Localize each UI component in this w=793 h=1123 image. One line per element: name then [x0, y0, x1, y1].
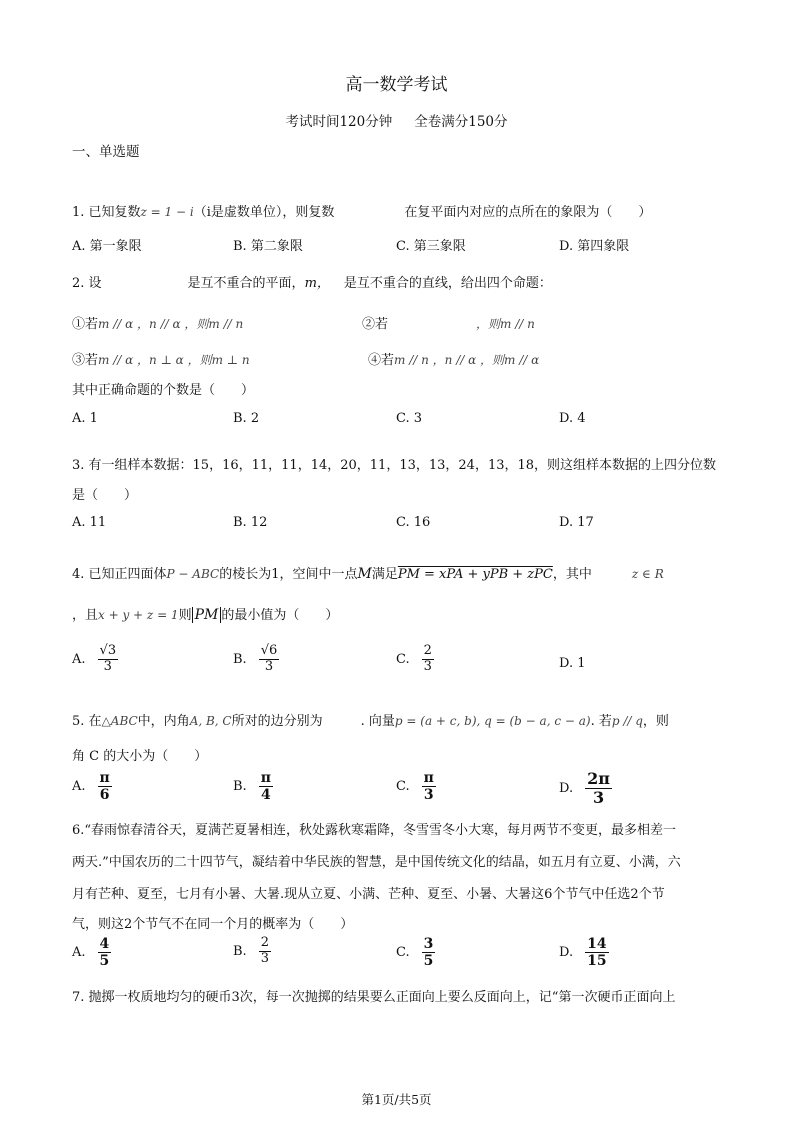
q6-b-label: B. [233, 943, 247, 959]
question-4-line-2 [72, 604, 338, 623]
q6-a-label: A. [72, 945, 86, 961]
q4-sum: x + y + z = 1 [98, 608, 179, 622]
q5-b-fraction [259, 770, 273, 803]
q4-a-fraction [98, 644, 119, 675]
q4-mid3: ，其中 [552, 567, 592, 582]
q4-c-label: C. [396, 651, 410, 667]
q5-option-a [72, 770, 112, 803]
q4-b-fraction [259, 644, 280, 675]
q4-d-label: D. [559, 656, 574, 671]
q5-mid: 中，内角 [137, 714, 190, 729]
q1-option-d: D. 第四象限 [559, 239, 630, 254]
q4-mid2: 满足 [371, 567, 398, 582]
q6-c-fraction [422, 936, 436, 969]
question-2 [72, 272, 552, 291]
q4-l2c: 的最小值为（ ） [221, 608, 339, 623]
q2-option-a: A. 1 [72, 411, 98, 426]
q3-option-a: A. 11 [72, 515, 107, 530]
q5-d-fraction [585, 770, 612, 808]
q2-p4-b: m // n ，n // α ，则 [394, 353, 505, 367]
q2-mid2: 是互不重合的直线，给出四个命题： [343, 276, 552, 291]
q4-a-label: A. [72, 651, 86, 667]
q6-b-num: 2 [260, 935, 269, 950]
q2-proposition-3 [72, 349, 250, 368]
total-score: 全卷满分150分 [414, 114, 508, 130]
q1-lead: 1. 已知复数 [72, 205, 141, 220]
question-1 [72, 201, 651, 220]
q6-d-den: 15 [587, 953, 607, 970]
q4-c-den: 3 [423, 658, 432, 674]
q4-a-num: √3 [99, 643, 117, 658]
q6-a-den: 5 [99, 953, 110, 970]
q2-p2-c: m // n [500, 317, 535, 331]
q3-option-b: B. 12 [233, 515, 268, 530]
q5-a-label: A. [72, 779, 86, 795]
q4-option-d [559, 656, 586, 671]
q5-mid2: 所对的边分别为 [231, 714, 323, 729]
q1-formula: z = 1 − i [140, 205, 194, 219]
exam-time: 考试时间120分钟 [285, 114, 393, 130]
q5-a-fraction [98, 770, 112, 803]
q6-option-c [396, 936, 435, 969]
q2-option-b: B. 2 [233, 411, 260, 426]
q5-d-num: 2π [587, 769, 610, 788]
q2-p1-c: m // n [208, 317, 244, 331]
q5-c-num: π [423, 770, 434, 786]
q4-b-den: 3 [264, 658, 274, 674]
q2-p3-a: ③若 [72, 353, 99, 368]
q6-b-fraction [259, 936, 271, 967]
q2-option-c: C. 3 [396, 411, 423, 426]
q6-c-den: 5 [423, 953, 434, 970]
q5-mid3: . 向量 [360, 714, 395, 729]
q5-c-den: 3 [423, 787, 434, 804]
q2-proposition-4 [368, 349, 539, 368]
q2-p3-b: m // α ，n ⊥ α ，则 [98, 353, 212, 367]
q1-option-a: A. 第一象限 [72, 239, 142, 254]
q5-c-label: C. [396, 779, 410, 795]
q4-a-den: 3 [103, 658, 112, 674]
q5-b-den: 4 [260, 787, 271, 804]
q4-vector-eq: PM = xPA + yPB + zPC [397, 567, 553, 582]
q4-tetra: P − ABC [166, 567, 220, 581]
q2-p4-c: m // α [504, 353, 540, 367]
q6-line-4: 气，则这2个节气不在同一个月的概率为（ ） [72, 917, 354, 932]
q4-tail: z ∈ R [631, 567, 664, 581]
q6-c-label: C. [396, 945, 410, 961]
question-4-line-1 [72, 563, 664, 582]
q4-b-num: √6 [260, 643, 278, 658]
q3-line-2: 是（ ） [72, 488, 138, 503]
q4-point: M [357, 566, 372, 582]
q5-option-c [396, 770, 436, 803]
q6-option-d [559, 936, 609, 969]
q6-line-1: 6.“春雨惊春清谷天，夏满芒夏暑相连，秋处露秋寒霜降，冬雪雪冬小大寒，每月两节不变更，最多相差一 [72, 823, 677, 838]
q4-option-c [396, 644, 434, 675]
q5-b-num: π [260, 770, 271, 786]
q6-c-num: 3 [423, 936, 434, 952]
q5-d-label: D. [559, 781, 574, 797]
q2-p4-a: ④若 [368, 353, 395, 368]
q6-b-den: 3 [260, 950, 269, 966]
q2-p2-b: ，则 [476, 317, 501, 331]
q2-option-d: D. 4 [559, 411, 586, 426]
q4-l2b: 则 [178, 608, 192, 623]
q1-option-b: B. 第二象限 [233, 239, 303, 254]
q3-option-c: C. 16 [396, 515, 431, 530]
q2-mid1: 是互不重合的平面， [187, 276, 305, 291]
q4-abs: PM [192, 607, 222, 623]
exam-title: 高一数学考试 [345, 75, 448, 95]
q5-tail: ，则 [642, 714, 669, 729]
q5-option-b [233, 770, 273, 803]
q5-tri: △ABC [101, 714, 138, 728]
q4-l2a: ，且 [72, 608, 99, 623]
q5-b-label: B. [233, 779, 247, 795]
q2-lead: 2. 设 [72, 276, 102, 291]
q6-option-a [72, 936, 111, 969]
q6-option-b [233, 936, 271, 967]
q4-c-num: 2 [423, 643, 432, 658]
q5-lead: 5. 在 [72, 714, 102, 729]
q1-option-c: C. 第三象限 [396, 239, 466, 254]
q5-option-d [559, 770, 612, 808]
q7-line-1: 7. 抛掷一枚质地均匀的硬币3次，每一次抛掷的结果要么正面向上要么反面向上，记“第一次硬币正面向上 [72, 990, 676, 1005]
question-5-line-1 [72, 710, 669, 729]
q2-p3-c: m ⊥ n [211, 353, 250, 367]
q6-d-fraction [585, 936, 608, 969]
q2-proposition-1 [72, 313, 243, 332]
section-heading: 一、单选题 [72, 144, 140, 160]
q1-tail: 在复平面内对应的点所在的象限为（ ） [404, 205, 652, 220]
q4-d-text: 1 [577, 656, 586, 671]
q5-a-den: 6 [99, 787, 110, 804]
q6-line-2: 两天.”中国农历的二十四节气，凝结着中华民族的智慧，是中国传统文化的结晶，如五月有立夏、小满，六 [72, 855, 681, 870]
q4-option-a [72, 644, 118, 675]
q2-p1-a: ①若 [72, 317, 99, 332]
q1-mid: （i是虚数单位），则复数 [193, 205, 335, 220]
q3-line-1: 3. 有一组样本数据：15，16，11，11，14，20，11，13，13，24，13，18，则这组样本数据的上四分位数 [72, 458, 717, 473]
q4-c-fraction [422, 644, 434, 675]
page-number: 第1页/共5页 [361, 1092, 432, 1107]
q6-line-3: 月有芒种、夏至，七月有小暑、大暑.现从立夏、小满、芒种、夏至、小暑、大暑这6个节气中任选2个节 [72, 887, 665, 902]
q5-line-2: 角 C 的大小为（ ） [72, 749, 208, 764]
q4-lead: 4. 已知正四面体 [72, 567, 167, 582]
q6-d-num: 14 [587, 936, 607, 952]
q5-d-den: 3 [592, 788, 605, 808]
q5-a-num: π [99, 770, 110, 786]
q6-a-num: 4 [99, 936, 110, 952]
q5-mid4: . 若 [590, 714, 612, 729]
q4-b-label: B. [233, 651, 247, 667]
q2-var-m: m， [304, 276, 330, 291]
q2-ask: 其中正确命题的个数是（ ） [72, 383, 255, 398]
exam-subtitle [0, 110, 793, 130]
q2-p1-b: m // α ，n // α ，则 [98, 317, 209, 331]
q3-option-d: D. 17 [559, 515, 594, 530]
q5-vectors: p = (a + c, b), q = (b − a, c − a) [394, 714, 591, 728]
q6-a-fraction [98, 936, 112, 969]
q5-parallel: p // q [611, 714, 643, 728]
q6-d-label: D. [559, 945, 574, 961]
q4-option-b [233, 644, 279, 675]
q2-proposition-2 [362, 313, 535, 332]
q5-c-fraction [422, 770, 436, 803]
q5-angles: A, B, C [189, 714, 232, 728]
q2-p2-a: ②若 [362, 317, 389, 332]
q4-mid: 的棱长为1，空间中一点 [219, 567, 358, 582]
